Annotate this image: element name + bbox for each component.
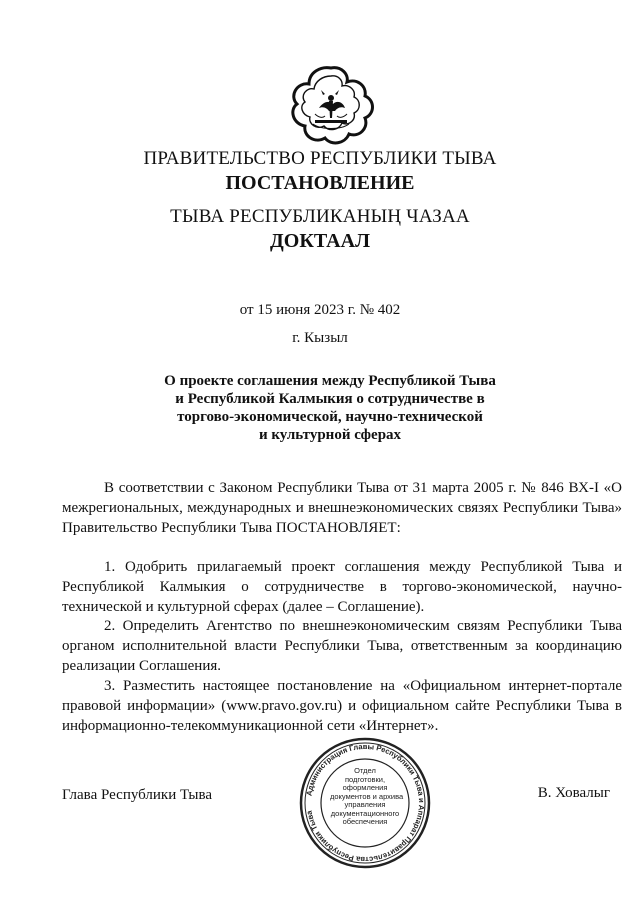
title-line: и культурной сферах xyxy=(258,427,402,443)
decree-title xyxy=(140,372,520,444)
clause-1: 1. Одобрить прилагаемый проект соглашения между Республикой Тыва и Республикой Калмыкия о сотрудничестве в торгово-экономической, научно-технической и культурной сферах (далее – Соглашение). xyxy=(62,559,622,615)
stamp-line: обеспечения xyxy=(342,817,388,826)
coat-of-arms-icon xyxy=(285,62,377,146)
decree-city: г. Кызыл xyxy=(292,330,348,346)
title-line: торгово-экономической, научно-технической xyxy=(177,409,483,425)
clause-3: 3. Разместить настоящее постановление на «Официальном интернет-портале правовой информации» (www.pravo.gov.ru) и официальном сайте Республики Тыва в информационно-телекоммуникационной сети «Интернет». xyxy=(62,678,622,734)
stamp-line: подготовки, xyxy=(344,774,386,784)
preamble-paragraph: В соответствии с Законом Республики Тыва от 31 марта 2005 г. № 846 ВХ-I «О межрегиональных, международных и внешнеэкономических связях Республики Тыва» Правительство Республики Тыва ПОСТАНОВЛЯЕТ: xyxy=(62,480,622,536)
decree-type-tuv: ДОКТААЛ xyxy=(270,230,370,252)
clause-2: 2. Определить Агентство по внешнеэкономическим связям Республики Тыва органом исполнительной власти Республики Тыва, ответственным за координацию реализации Соглашения. xyxy=(62,618,622,674)
decree-dateline: от 15 июня 2023 г. № 402 xyxy=(239,302,401,318)
stamp-ring-text: Администрация Главы Республики Тыва и Аппарат Правительства Республики Тыва xyxy=(304,741,427,865)
stamp-center-text xyxy=(330,766,404,827)
decree-type-ru: ПОСТАНОВЛЕНИЕ xyxy=(225,172,415,194)
stamp-line: Отдел xyxy=(354,766,376,775)
signatory-position: Глава Республики Тыва xyxy=(62,787,213,803)
signatory-name: В. Ховалыг xyxy=(537,785,610,801)
stamp-line: управления xyxy=(344,800,386,809)
government-name-tuv: ТЫВА РЕСПУБЛИКАНЫҢ ЧАЗАА xyxy=(170,206,470,227)
stamp-line: оформления xyxy=(342,783,388,792)
stamp-line: документов и архива xyxy=(330,791,404,801)
title-line: и Республикой Калмыкия о сотрудничестве в xyxy=(175,391,485,407)
government-name-ru: ПРАВИТЕЛЬСТВО РЕСПУБЛИКИ ТЫВА xyxy=(143,148,497,169)
title-line: О проекте соглашения между Республикой Тыва xyxy=(164,373,496,389)
stamp-line: документационного xyxy=(330,808,400,818)
